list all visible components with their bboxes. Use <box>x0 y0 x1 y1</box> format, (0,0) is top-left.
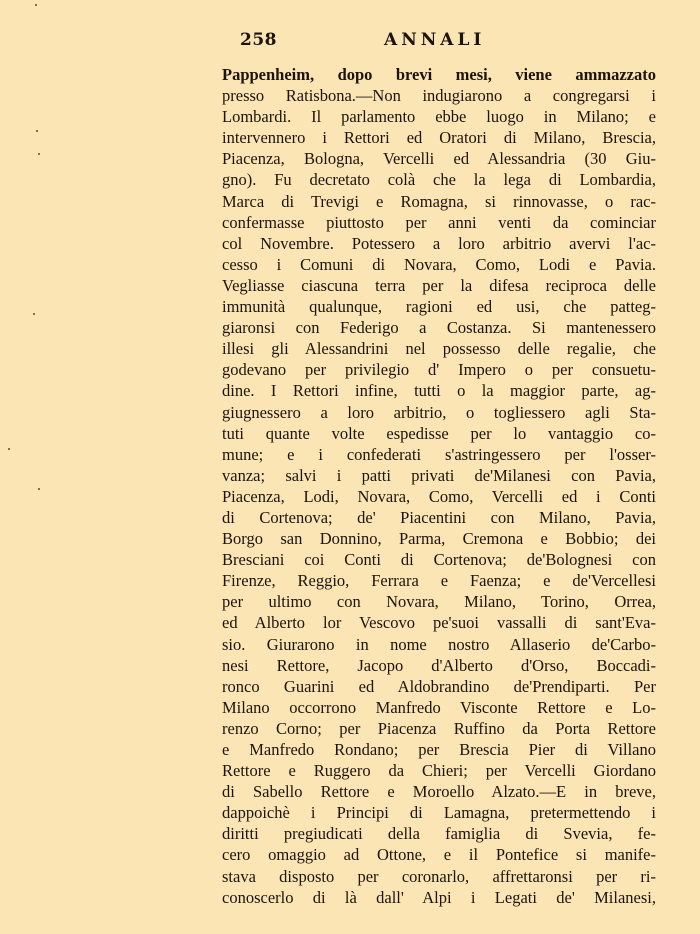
margin-speck <box>38 488 40 490</box>
text-line: Rettore e Ruggero da Chieri; per Vercelli Giordano <box>222 761 656 781</box>
text-line: Lombardi. Il parlamento ebbe luogo in Milano; e <box>222 107 656 127</box>
text-line: intervennero i Rettori ed Oratori di Milano, Brescia, <box>222 128 656 148</box>
text-line: immunità qualunque, ragioni ed usi, che patteg- <box>222 297 656 317</box>
text-line: mune; e i confederati s'astringessero per l'osser- <box>222 444 656 464</box>
margin-speck <box>38 153 40 155</box>
text-line: e Manfredo Rondano; per Brescia Pier di Villano <box>222 740 656 759</box>
margin-speck <box>36 130 38 132</box>
text-line: Vegliasse ciascuna terra per la difesa reciproca delle <box>222 275 656 295</box>
text-line: cesso i Comuni di Novara, Como, Lodi e Pavia. <box>222 254 656 274</box>
text-line: confermasse piuttosto per anni venti da cominciar <box>222 212 656 232</box>
text-line: dine. I Rettori infine, tutti o la maggior parte, ag- <box>222 381 656 401</box>
text-line: gno). Fu decretato colà che la lega di Lombardia, <box>222 170 656 190</box>
text-line: diritti pregiudicati della famiglia di Svevia, fe- <box>222 824 656 844</box>
text-line: godevano per privilegio d' Impero o per consuetu- <box>222 360 656 380</box>
body-text <box>222 64 656 908</box>
text-line: col Novembre. Potessero a loro arbitrio avervi l'ac- <box>222 233 656 253</box>
text-line: di Cortenova; de' Piacentini con Milano, Pavia, <box>222 507 656 527</box>
text-line: Piacenza, Lodi, Novara, Como, Vercelli ed i Conti <box>222 486 656 506</box>
margin-speck <box>8 448 10 450</box>
text-line: Bresciani coi Conti di Cortenova; de'Bolognesi con <box>222 550 656 570</box>
page-number: 258 <box>240 30 277 50</box>
text-line: vanza; salvi i patti privati de'Milanesi con Pavia, <box>222 465 656 485</box>
text-line: Milano occorrono Manfredo Visconte Rettore e Lo- <box>222 697 656 717</box>
text-line: Piacenza, Bologna, Vercelli ed Alessandria (30 Giu- <box>222 149 656 169</box>
text-line: giugnessero a loro arbitrio, o togliessero agli Sta- <box>222 402 656 422</box>
text-line: di Sabello Rettore e Moroello Alzato.—E in breve, <box>222 782 656 802</box>
running-title: ANNALI <box>384 30 486 50</box>
text-line: Pappenheim, dopo brevi mesi, viene ammazzato <box>222 65 656 84</box>
text-line: giaronsi con Federigo a Costanza. Si mantenessero <box>222 318 656 338</box>
text-line: presso Ratisbona.—Non indugiarono a congregarsi i <box>222 86 656 106</box>
text-line: Borgo san Donnino, Parma, Cremona e Bobbio; dei <box>222 529 656 549</box>
margin-speck <box>33 313 35 315</box>
text-line: ronco Guarini ed Aldobrandino de'Prendiparti. Per <box>222 676 656 696</box>
text-line: conoscerlo di là dall' Alpi i Legati de' Milanesi, <box>222 887 656 907</box>
text-line: tuti quante volte espedisse per lo vantaggio co- <box>222 423 656 443</box>
text-line: sio. Giurarono in nome nostro Allaserio de'Carbo- <box>222 634 656 654</box>
text-line: cero omaggio ad Ottone, e il Pontefice si manife- <box>222 845 656 865</box>
text-line: stava disposto per coronarlo, affrettaronsi per ri- <box>222 866 656 886</box>
page-header <box>0 30 700 54</box>
text-line: nesi Rettore, Jacopo d'Alberto d'Orso, Boccadi- <box>222 655 656 675</box>
text-line: renzo Corno; per Piacenza Ruffino da Porta Rettore <box>222 718 656 738</box>
text-line: illesi gli Alessandrini nel possesso delle regalie, che <box>222 339 656 359</box>
text-line: ed Alberto lor Vescovo pe'suoi vassalli di sant'Eva- <box>222 613 656 633</box>
margin-speck <box>35 4 37 6</box>
text-line: per ultimo con Novara, Milano, Torino, Orrea, <box>222 592 656 612</box>
text-line: dappoichè i Principi di Lamagna, pretermettendo i <box>222 803 656 823</box>
text-line: Firenze, Reggio, Ferrara e Faenza; e de'Vercellesi <box>222 571 656 591</box>
text-line: Marca di Trevigi e Romagna, si rinnovasse, o rac- <box>222 191 656 211</box>
